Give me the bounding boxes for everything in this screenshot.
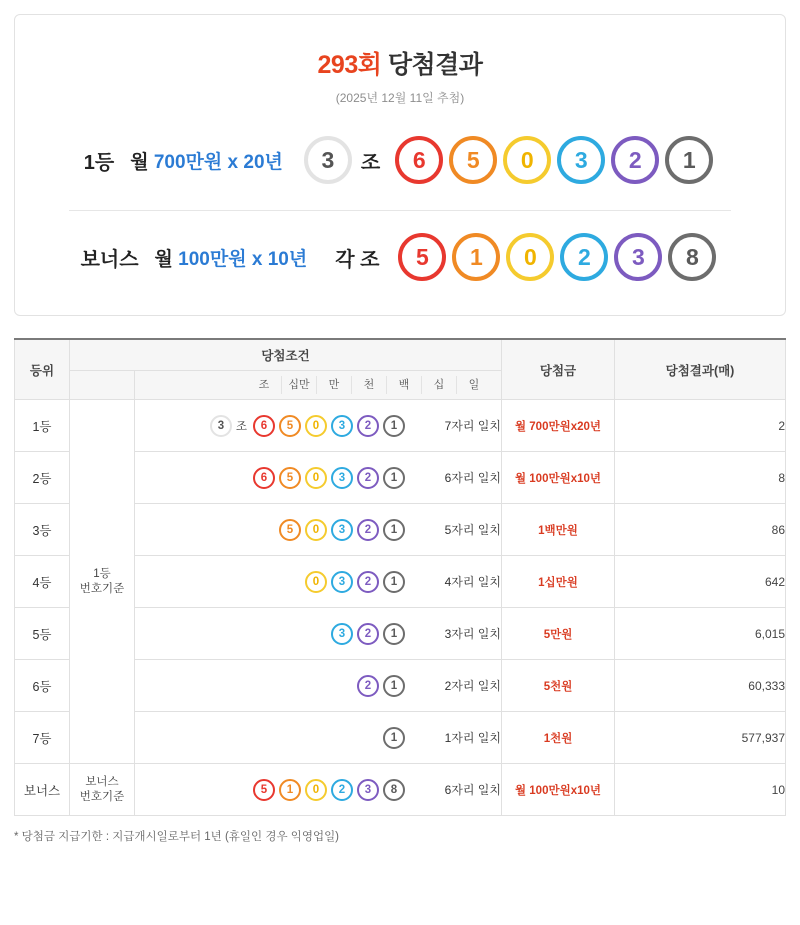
row-basis-first: 1등 번호기준 bbox=[70, 400, 135, 764]
row-count: 6,015 bbox=[615, 608, 786, 660]
row-prize: 월 700만원x20년 bbox=[502, 400, 615, 452]
digit-label-jo: 조 bbox=[258, 379, 270, 391]
row-prize: 5천원 bbox=[502, 660, 615, 712]
row-ball-1: 5 bbox=[253, 779, 275, 801]
row-ball-1: 3 bbox=[331, 623, 353, 645]
row-count: 642 bbox=[615, 556, 786, 608]
first-prize-text bbox=[130, 147, 283, 174]
row-ball-4: 2 bbox=[357, 519, 379, 541]
row-basis-bonus: 보너스 번호기준 bbox=[70, 764, 135, 816]
row-rank: 4등 bbox=[15, 556, 70, 608]
row-rank: 6등 bbox=[15, 660, 70, 712]
digit-labels bbox=[135, 371, 502, 400]
row-condition bbox=[135, 556, 502, 608]
row-ball-2: 5 bbox=[279, 467, 301, 489]
bonus-rank-label: 보너스 bbox=[80, 248, 139, 271]
row-condition bbox=[135, 452, 502, 504]
row-ball-1: 5 bbox=[279, 519, 301, 541]
first-ball-6: 1 bbox=[665, 136, 713, 184]
row-count: 2 bbox=[615, 400, 786, 452]
row-ball-2: 0 bbox=[305, 519, 327, 541]
first-prize-mult: x 20년 bbox=[222, 151, 283, 173]
bonus-ball-5: 3 bbox=[614, 233, 662, 281]
row-condition bbox=[135, 504, 502, 556]
page-root bbox=[0, 14, 800, 844]
round-number: 293회 bbox=[317, 51, 382, 79]
row-count: 10 bbox=[615, 764, 786, 816]
header-result: 당첨결과(매) bbox=[615, 340, 786, 400]
row-ball-3: 0 bbox=[305, 467, 327, 489]
first-prize-amount: 700만원 bbox=[153, 151, 223, 173]
bonus-ball-4: 2 bbox=[560, 233, 608, 281]
row-ball-5: 2 bbox=[357, 415, 379, 437]
table-row bbox=[15, 400, 786, 452]
row-ball-4: 3 bbox=[331, 467, 353, 489]
digit-label-10: 십 bbox=[421, 376, 456, 394]
results-table-head bbox=[15, 340, 786, 400]
table-row-bonus bbox=[15, 764, 786, 816]
row-ball-6: 1 bbox=[383, 467, 405, 489]
first-rank-label: 1등 bbox=[83, 151, 115, 174]
row-prize: 1천원 bbox=[502, 712, 615, 764]
row-ball-2: 1 bbox=[279, 779, 301, 801]
row-rank: 1등 bbox=[15, 400, 70, 452]
row-rank: 2등 bbox=[15, 452, 70, 504]
header-condition: 당첨조건 bbox=[70, 340, 502, 371]
bonus-ball-2: 1 bbox=[452, 233, 500, 281]
row-ball-3: 0 bbox=[305, 415, 327, 437]
bonus-ball-6: 8 bbox=[668, 233, 716, 281]
row-match-text: 3자리 일치 bbox=[444, 627, 501, 641]
title-suffix: 당첨결과 bbox=[381, 51, 483, 79]
card-divider bbox=[69, 210, 731, 211]
row-ball-4: 1 bbox=[383, 571, 405, 593]
row-ball-3: 2 bbox=[357, 571, 379, 593]
first-ball-4: 3 bbox=[557, 136, 605, 184]
row-match-text: 1자리 일치 bbox=[444, 731, 501, 745]
row-ball-2: 3 bbox=[331, 571, 353, 593]
row-condition bbox=[135, 400, 502, 452]
row-condition bbox=[135, 608, 502, 660]
row-match-text: 6자리 일치 bbox=[444, 471, 501, 485]
row-condition bbox=[135, 660, 502, 712]
header-prize: 당첨금 bbox=[502, 340, 615, 400]
first-ball-2: 5 bbox=[449, 136, 497, 184]
page-title bbox=[39, 45, 761, 81]
first-prize-row bbox=[39, 136, 761, 184]
row-ball-4: 2 bbox=[331, 779, 353, 801]
row-ball-3: 1 bbox=[383, 623, 405, 645]
row-ball-3: 3 bbox=[331, 519, 353, 541]
draw-date: (2025년 12월 11일 추첨) bbox=[335, 91, 465, 105]
row-prize: 월 100만원x10년 bbox=[502, 452, 615, 504]
digit-label-100: 백 bbox=[386, 376, 421, 394]
row-rank: 3등 bbox=[15, 504, 70, 556]
result-card bbox=[14, 14, 786, 316]
row-ball-1: 6 bbox=[253, 415, 275, 437]
results-table-body bbox=[15, 400, 786, 816]
row-ball-4: 3 bbox=[331, 415, 353, 437]
row-ball-6: 1 bbox=[383, 415, 405, 437]
row-condition bbox=[135, 712, 502, 764]
row-match-text: 7자리 일치 bbox=[444, 419, 501, 433]
digit-label-100k: 십만 bbox=[281, 376, 316, 394]
row-ball-1: 0 bbox=[305, 571, 327, 593]
row-ball-6: 8 bbox=[383, 779, 405, 801]
bonus-prize-row bbox=[39, 233, 761, 281]
row-match-text: 5자리 일치 bbox=[444, 523, 501, 537]
bonus-each-jo-label: 각 조 bbox=[335, 248, 380, 271]
row-ball-2: 5 bbox=[279, 415, 301, 437]
row-rank: 7등 bbox=[15, 712, 70, 764]
row-ball-2: 1 bbox=[383, 675, 405, 697]
row-prize: 1십만원 bbox=[502, 556, 615, 608]
row-count: 8 bbox=[615, 452, 786, 504]
first-ball-5: 2 bbox=[611, 136, 659, 184]
row-match-text: 6자리 일치 bbox=[444, 783, 501, 797]
row-count: 577,937 bbox=[615, 712, 786, 764]
first-jo-label: 조 bbox=[360, 151, 381, 174]
digit-label-10k: 만 bbox=[316, 376, 351, 394]
row-ball-1: 2 bbox=[357, 675, 379, 697]
row-rank: 5등 bbox=[15, 608, 70, 660]
bonus-prize-mult: x 10년 bbox=[246, 248, 308, 270]
bonus-prize-text bbox=[155, 244, 308, 271]
bonus-ball-3: 0 bbox=[506, 233, 554, 281]
first-prize-prefix: 월 bbox=[130, 151, 154, 173]
row-prize: 월 100만원x10년 bbox=[502, 764, 615, 816]
footnote: * 당첨금 지급기한 : 지급개시일로부터 1년 (휴일인 경우 익영업일) bbox=[14, 831, 340, 843]
header-rank: 등위 bbox=[15, 340, 70, 400]
row-prize: 5만원 bbox=[502, 608, 615, 660]
first-jo-ball: 3 bbox=[304, 136, 352, 184]
row-count: 60,333 bbox=[615, 660, 786, 712]
row-ball-1: 1 bbox=[383, 727, 405, 749]
header-row bbox=[15, 340, 786, 371]
row-jo-ball: 3 bbox=[210, 415, 232, 437]
bonus-prize-prefix: 월 bbox=[154, 248, 179, 270]
row-count: 86 bbox=[615, 504, 786, 556]
digit-label-spacer bbox=[70, 371, 135, 400]
row-ball-5: 1 bbox=[383, 519, 405, 541]
digit-label-1: 일 bbox=[456, 376, 491, 394]
digit-label-1k: 천 bbox=[351, 376, 386, 394]
row-ball-5: 2 bbox=[357, 467, 379, 489]
results-table bbox=[14, 340, 786, 816]
row-ball-3: 0 bbox=[305, 779, 327, 801]
row-ball-2: 2 bbox=[357, 623, 379, 645]
first-ball-3: 0 bbox=[503, 136, 551, 184]
row-ball-5: 3 bbox=[357, 779, 379, 801]
row-condition bbox=[135, 764, 502, 816]
bonus-prize-amount: 100만원 bbox=[178, 248, 247, 270]
first-ball-1: 6 bbox=[395, 136, 443, 184]
row-match-text: 2자리 일치 bbox=[444, 679, 501, 693]
row-prize: 1백만원 bbox=[502, 504, 615, 556]
row-rank: 보너스 bbox=[15, 764, 70, 816]
row-jo-text: 조 bbox=[235, 420, 247, 433]
results-table-wrap bbox=[14, 338, 786, 816]
row-match-text: 4자리 일치 bbox=[444, 575, 501, 589]
bonus-ball-1: 5 bbox=[398, 233, 446, 281]
row-ball-1: 6 bbox=[253, 467, 275, 489]
